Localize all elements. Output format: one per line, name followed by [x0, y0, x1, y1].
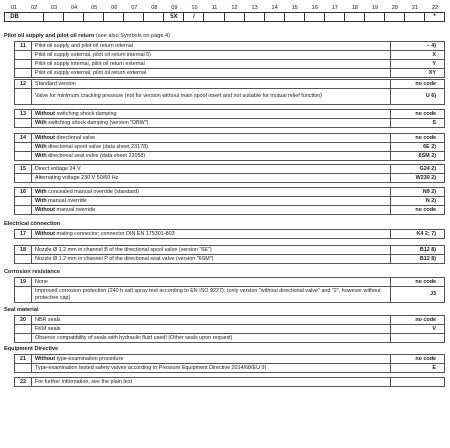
table-row — [15, 80, 445, 89]
table-row — [15, 60, 445, 69]
row-code: no code — [391, 80, 445, 89]
row-code: no code — [391, 110, 445, 119]
code-cell: 5X — [163, 13, 183, 21]
nozzle-table — [14, 245, 445, 264]
row-code: U 6) — [391, 89, 445, 105]
row-code: no code — [391, 278, 445, 287]
table-row — [15, 119, 445, 128]
row-code: 6SM 2) — [391, 152, 445, 161]
position-number: 01 — [10, 5, 18, 11]
row-emphasis: With — [35, 143, 47, 150]
row-code: no code — [391, 206, 445, 215]
position-number: 16 — [311, 5, 318, 11]
table-row — [15, 334, 445, 343]
table-row — [15, 246, 445, 255]
row-number: 21 — [15, 355, 32, 364]
code-cell — [364, 13, 384, 21]
position-number: 13 — [251, 5, 258, 11]
row-description: Alternating voltage 230 V 50/60 Hz — [32, 174, 391, 183]
code-cell: * — [424, 13, 444, 21]
row-number — [15, 206, 32, 215]
row-description: Direct voltage 24 V — [32, 165, 391, 174]
position-number: 03 — [51, 5, 58, 11]
row-emphasis: Without — [35, 134, 56, 141]
row-code: B12 8) — [391, 255, 445, 264]
row-code: – 4) — [391, 42, 445, 51]
position-numbers — [4, 4, 445, 12]
row-code: no code — [391, 134, 445, 143]
row-emphasis: With — [35, 197, 47, 204]
table-row — [15, 316, 445, 325]
position-number: 04 — [71, 5, 78, 11]
row-number: 11 — [15, 42, 32, 51]
row-number — [15, 334, 32, 343]
table-row — [15, 134, 445, 143]
row-number — [15, 287, 32, 303]
row-code: G24 2) — [391, 165, 445, 174]
row-description: Without type-examination procedure — [32, 355, 391, 364]
row-number — [15, 89, 32, 105]
position-number: 07 — [131, 5, 138, 11]
row-description: Nozzle Ø 1.2 mm in channel P of the directional seat valve (version "6SM") — [32, 255, 391, 264]
row-description: Pilot oil supply and pilot oil return internal — [32, 42, 391, 51]
row-number: 13 — [15, 110, 32, 119]
table-row — [15, 230, 445, 239]
code-cell — [384, 13, 404, 21]
equipment-table — [14, 354, 445, 373]
row-description: With directional seat valve (data sheet 22058) — [32, 152, 391, 161]
code-cell: / — [183, 13, 203, 21]
directional-valve-table — [14, 133, 445, 161]
position-number: 10 — [191, 5, 198, 11]
position-number: 17 — [331, 5, 338, 11]
row-code — [391, 378, 445, 387]
row-code: J3 — [391, 287, 445, 303]
position-number: 02 — [30, 5, 38, 11]
code-cell — [344, 13, 364, 21]
row-number: 19 — [15, 278, 32, 287]
position-number: 18 — [351, 5, 358, 11]
section-title: Corrosion resistance — [4, 269, 60, 275]
row-code: no code — [391, 316, 445, 325]
code-cell — [284, 13, 304, 21]
table-row — [15, 287, 445, 303]
row-number: 15 — [15, 165, 32, 174]
row-code: K4 2; 7) — [391, 230, 445, 239]
row-description: For further information, see the plain text — [32, 378, 391, 387]
code-cell — [324, 13, 344, 21]
row-emphasis: Without — [35, 110, 56, 117]
row-number — [15, 69, 32, 78]
row-number: 18 — [15, 246, 32, 255]
table-row — [15, 197, 445, 206]
table-row — [15, 165, 445, 174]
section-heading-seal — [4, 308, 39, 314]
code-cell — [244, 13, 264, 21]
code-cell — [24, 13, 43, 21]
row-number — [15, 60, 32, 69]
row-emphasis: With — [35, 188, 47, 195]
row-description: Observe compatibility of seals with hydraulic fluid used! (Other seals upon request) — [32, 334, 391, 343]
version-table — [14, 79, 445, 105]
code-cell — [103, 13, 123, 21]
position-number: 12 — [231, 5, 238, 11]
row-number: 16 — [15, 188, 32, 197]
row-number: 20 — [15, 316, 32, 325]
section-heading-equipment — [4, 347, 58, 353]
position-number: 22 — [431, 5, 439, 11]
position-number: 21 — [411, 5, 419, 11]
code-cell — [63, 13, 83, 21]
section-heading-electrical — [4, 222, 60, 228]
row-description: NBR seals — [32, 316, 391, 325]
manual-override-table — [14, 187, 445, 215]
row-description: Pilot oil supply external, pilot oil return internal 5) — [32, 51, 391, 60]
row-description: FKM seals — [32, 325, 391, 334]
pilot-oil-table — [14, 41, 445, 78]
code-cell — [43, 13, 63, 21]
row-number — [15, 119, 32, 128]
code-cell — [404, 13, 424, 21]
row-description: Pilot oil supply internal, pilot oil return external — [32, 60, 391, 69]
position-number: 11 — [211, 5, 218, 11]
row-description: Without switching shock damping — [32, 110, 391, 119]
row-description: With directional spool valve (data sheet 23178) — [32, 143, 391, 152]
row-description: With concealed manual override (standard) — [32, 188, 391, 197]
code-cell — [143, 13, 163, 21]
shock-damping-table — [14, 109, 445, 128]
code-cell — [304, 13, 324, 21]
row-code: N9 2) — [391, 188, 445, 197]
section-title: Equipment Directive — [4, 346, 59, 352]
table-row — [15, 152, 445, 161]
row-description: Standard version — [32, 80, 391, 89]
row-description: Without directional valve — [32, 134, 391, 143]
code-cell — [83, 13, 103, 21]
section-title: Pilot oil supply and pilot oil return — [4, 33, 95, 39]
section-title: Electrical connection — [4, 221, 61, 227]
row-code — [391, 334, 445, 343]
position-number: 09 — [171, 5, 178, 11]
row-number — [15, 174, 32, 183]
code-cell — [264, 13, 284, 21]
row-code: N 2) — [391, 197, 445, 206]
row-description: None — [32, 278, 391, 287]
row-number — [15, 255, 32, 264]
row-emphasis: With — [35, 152, 47, 159]
row-code: no code — [391, 355, 445, 364]
seal-table — [14, 315, 445, 343]
position-number: 08 — [151, 5, 158, 11]
row-code: X — [391, 51, 445, 60]
row-description: With manual override — [32, 197, 391, 206]
row-description: Improved corrosion protection (240 h salt spray test according to EN ISO 9227); (only version "without directional valve" and "2", however without protective cap) — [32, 287, 391, 303]
row-number: 17 — [15, 230, 32, 239]
table-row — [15, 278, 445, 287]
row-number — [15, 325, 32, 334]
row-code: B12 8) — [391, 246, 445, 255]
table-row — [15, 255, 445, 264]
table-row — [15, 110, 445, 119]
row-number — [15, 197, 32, 206]
table-row — [15, 174, 445, 183]
code-cell — [123, 13, 143, 21]
position-number: 15 — [291, 5, 298, 11]
row-number: 22 — [15, 378, 32, 387]
table-row — [15, 42, 445, 51]
row-number: 14 — [15, 134, 32, 143]
section-title: Seal material — [4, 307, 39, 313]
voltage-table — [14, 164, 445, 183]
row-code: Y — [391, 60, 445, 69]
section-note: (see also Symbols on page 4) — [96, 33, 171, 39]
position-number: 05 — [91, 5, 98, 11]
position-number: 20 — [391, 5, 399, 11]
row-code: E — [391, 364, 445, 373]
row-code: W230 2) — [391, 174, 445, 183]
row-code: S — [391, 119, 445, 128]
row-code: V — [391, 325, 445, 334]
type-code-cells — [4, 12, 445, 22]
code-cell: DB — [10, 14, 19, 20]
further-info-table — [14, 377, 445, 387]
row-emphasis: Without — [35, 230, 56, 237]
electrical-table — [14, 229, 445, 239]
row-description: Valve for minimum cracking pressure (not for version without main spool insert and not suitable for mutual relief function) — [32, 89, 391, 105]
row-description: Without manual override — [32, 206, 391, 215]
position-number: 14 — [271, 5, 278, 11]
table-row — [15, 206, 445, 215]
table-row — [15, 325, 445, 334]
row-number — [15, 143, 32, 152]
table-row — [15, 364, 445, 373]
table-row — [15, 69, 445, 78]
row-number: 12 — [15, 80, 32, 89]
row-number — [15, 51, 32, 60]
row-description: Pilot oil supply external, pilot oil return external — [32, 69, 391, 78]
section-heading-pilot-oil — [4, 34, 170, 40]
corrosion-table — [14, 277, 445, 303]
table-row — [15, 378, 445, 387]
code-cell — [203, 13, 223, 21]
table-row — [15, 89, 445, 105]
table-row — [15, 355, 445, 364]
code-cell — [224, 13, 244, 21]
row-emphasis: With — [35, 119, 47, 126]
row-code: 6E 2) — [391, 143, 445, 152]
row-number — [15, 364, 32, 373]
row-description: Without mating connector; connector DIN EN 175301-803 — [32, 230, 391, 239]
row-emphasis: Without — [35, 206, 56, 213]
table-row — [15, 51, 445, 60]
section-heading-corrosion — [4, 270, 60, 276]
row-code: XY — [391, 69, 445, 78]
position-number: 06 — [111, 5, 118, 11]
row-description: Nozzle Ø 1.2 mm in channel B of the directional spool valve (version "6E") — [32, 246, 391, 255]
row-number — [15, 152, 32, 161]
row-description: With switching shock damping (version "DBW") — [32, 119, 391, 128]
table-row — [15, 188, 445, 197]
type-code-header — [4, 4, 445, 22]
row-emphasis: Without — [35, 355, 56, 362]
position-number: 19 — [371, 5, 378, 11]
table-row — [15, 143, 445, 152]
row-description: Type-examination tested safety valves according to Pressure Equipment Directive 2014/68/EU 9) — [32, 364, 391, 373]
